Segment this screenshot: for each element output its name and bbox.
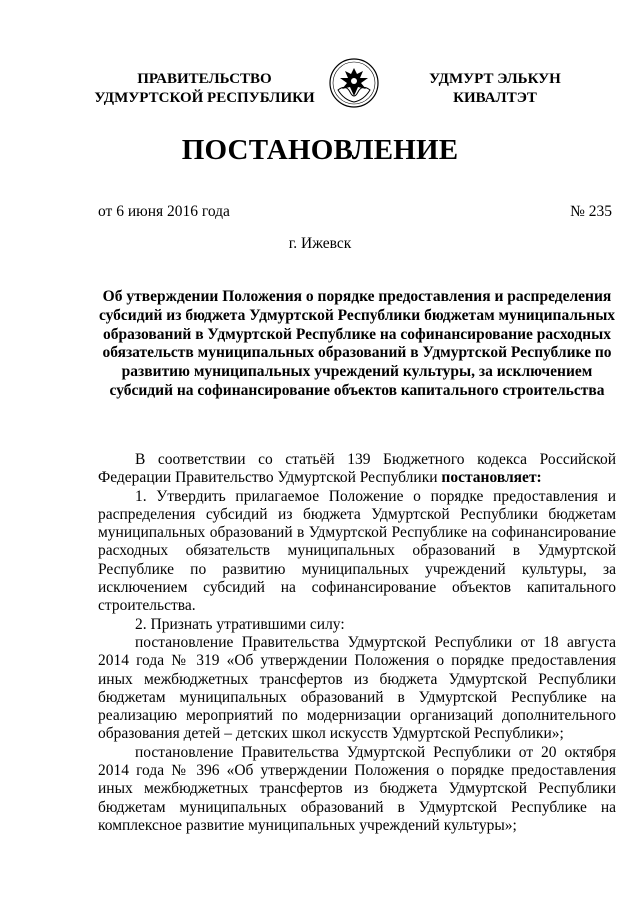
header-left-line2: УДМУРТСКОЙ РЕСПУБЛИКИ bbox=[94, 90, 315, 106]
document-date: от 6 июня 2016 года bbox=[98, 203, 230, 220]
document-number: № 235 bbox=[570, 203, 612, 220]
item-1-paragraph: 1. Утвердить прилагаемое Положение о порядке предоставления и распределения субсидий из бюджета Удмуртской Республики бюджетам муниципальных образований в Удмуртской Республике на софинансирование расходных обязательств муниципальных образований в Удмуртской Республике по развитию муниципальных учреждений культуры, за исключением субсидий на софинансирование объектов капитального строительства. bbox=[98, 487, 616, 615]
document-subject: Об утверждении Положения о порядке предоставления и распределения субсидий из бюджета Удмуртской Республики бюджетам муниципальных образований в Удмуртской Республике на софинансирование расходных обязательств муниципальных образований в Удмуртской Республике по развитию муниципальных учреждений культуры, за исключением субсидий на софинансирование объектов капитального строительства bbox=[98, 288, 616, 399]
document-city: г. Ижевск bbox=[288, 235, 352, 252]
preamble-text: В соответствии со статьёй 139 Бюджетного кодекса Российской Федерации Правительство Удмуртской Республики bbox=[98, 451, 616, 487]
header-right bbox=[420, 70, 570, 108]
header-right-line2: КИВАЛТЭТ bbox=[453, 90, 537, 106]
preamble-paragraph bbox=[98, 451, 616, 488]
header-left bbox=[92, 70, 317, 108]
coat-of-arms-icon bbox=[328, 56, 380, 110]
document-type-title: ПОСТАНОВЛЕНИЕ bbox=[181, 134, 459, 166]
document-body bbox=[98, 451, 616, 835]
header-right-line1: УДМУРТ ЭЛЬКУН bbox=[429, 71, 561, 87]
header-left-line1: ПРАВИТЕЛЬСТВО bbox=[137, 71, 272, 87]
item-2b-paragraph: постановление Правительства Удмуртской Республики от 20 октября 2014 года № 396 «Об утверждении Положения о порядке предоставления иных межбюджетных трансфертов из бюджета Удмуртской Республики бюджетам муниципальных образований в Удмуртской Республике на комплексное развитие муниципальных учреждений культуры»; bbox=[98, 743, 616, 834]
item-2a-paragraph: постановление Правительства Удмуртской Республики от 18 августа 2014 года № 319 «Об утверждении Положения о порядке предоставления иных межбюджетных трансфертов из бюджета Удмуртской Республики бюджетам муниципальных образований в Удмуртской Республике на реализацию мероприятий по модернизации организаций дополнительного образования детей – детских школ искусств Удмуртской Республики»; bbox=[98, 633, 616, 743]
item-2-paragraph: 2. Признать утратившими силу: bbox=[135, 615, 345, 633]
preamble-bold-text: постановляет: bbox=[441, 469, 542, 487]
